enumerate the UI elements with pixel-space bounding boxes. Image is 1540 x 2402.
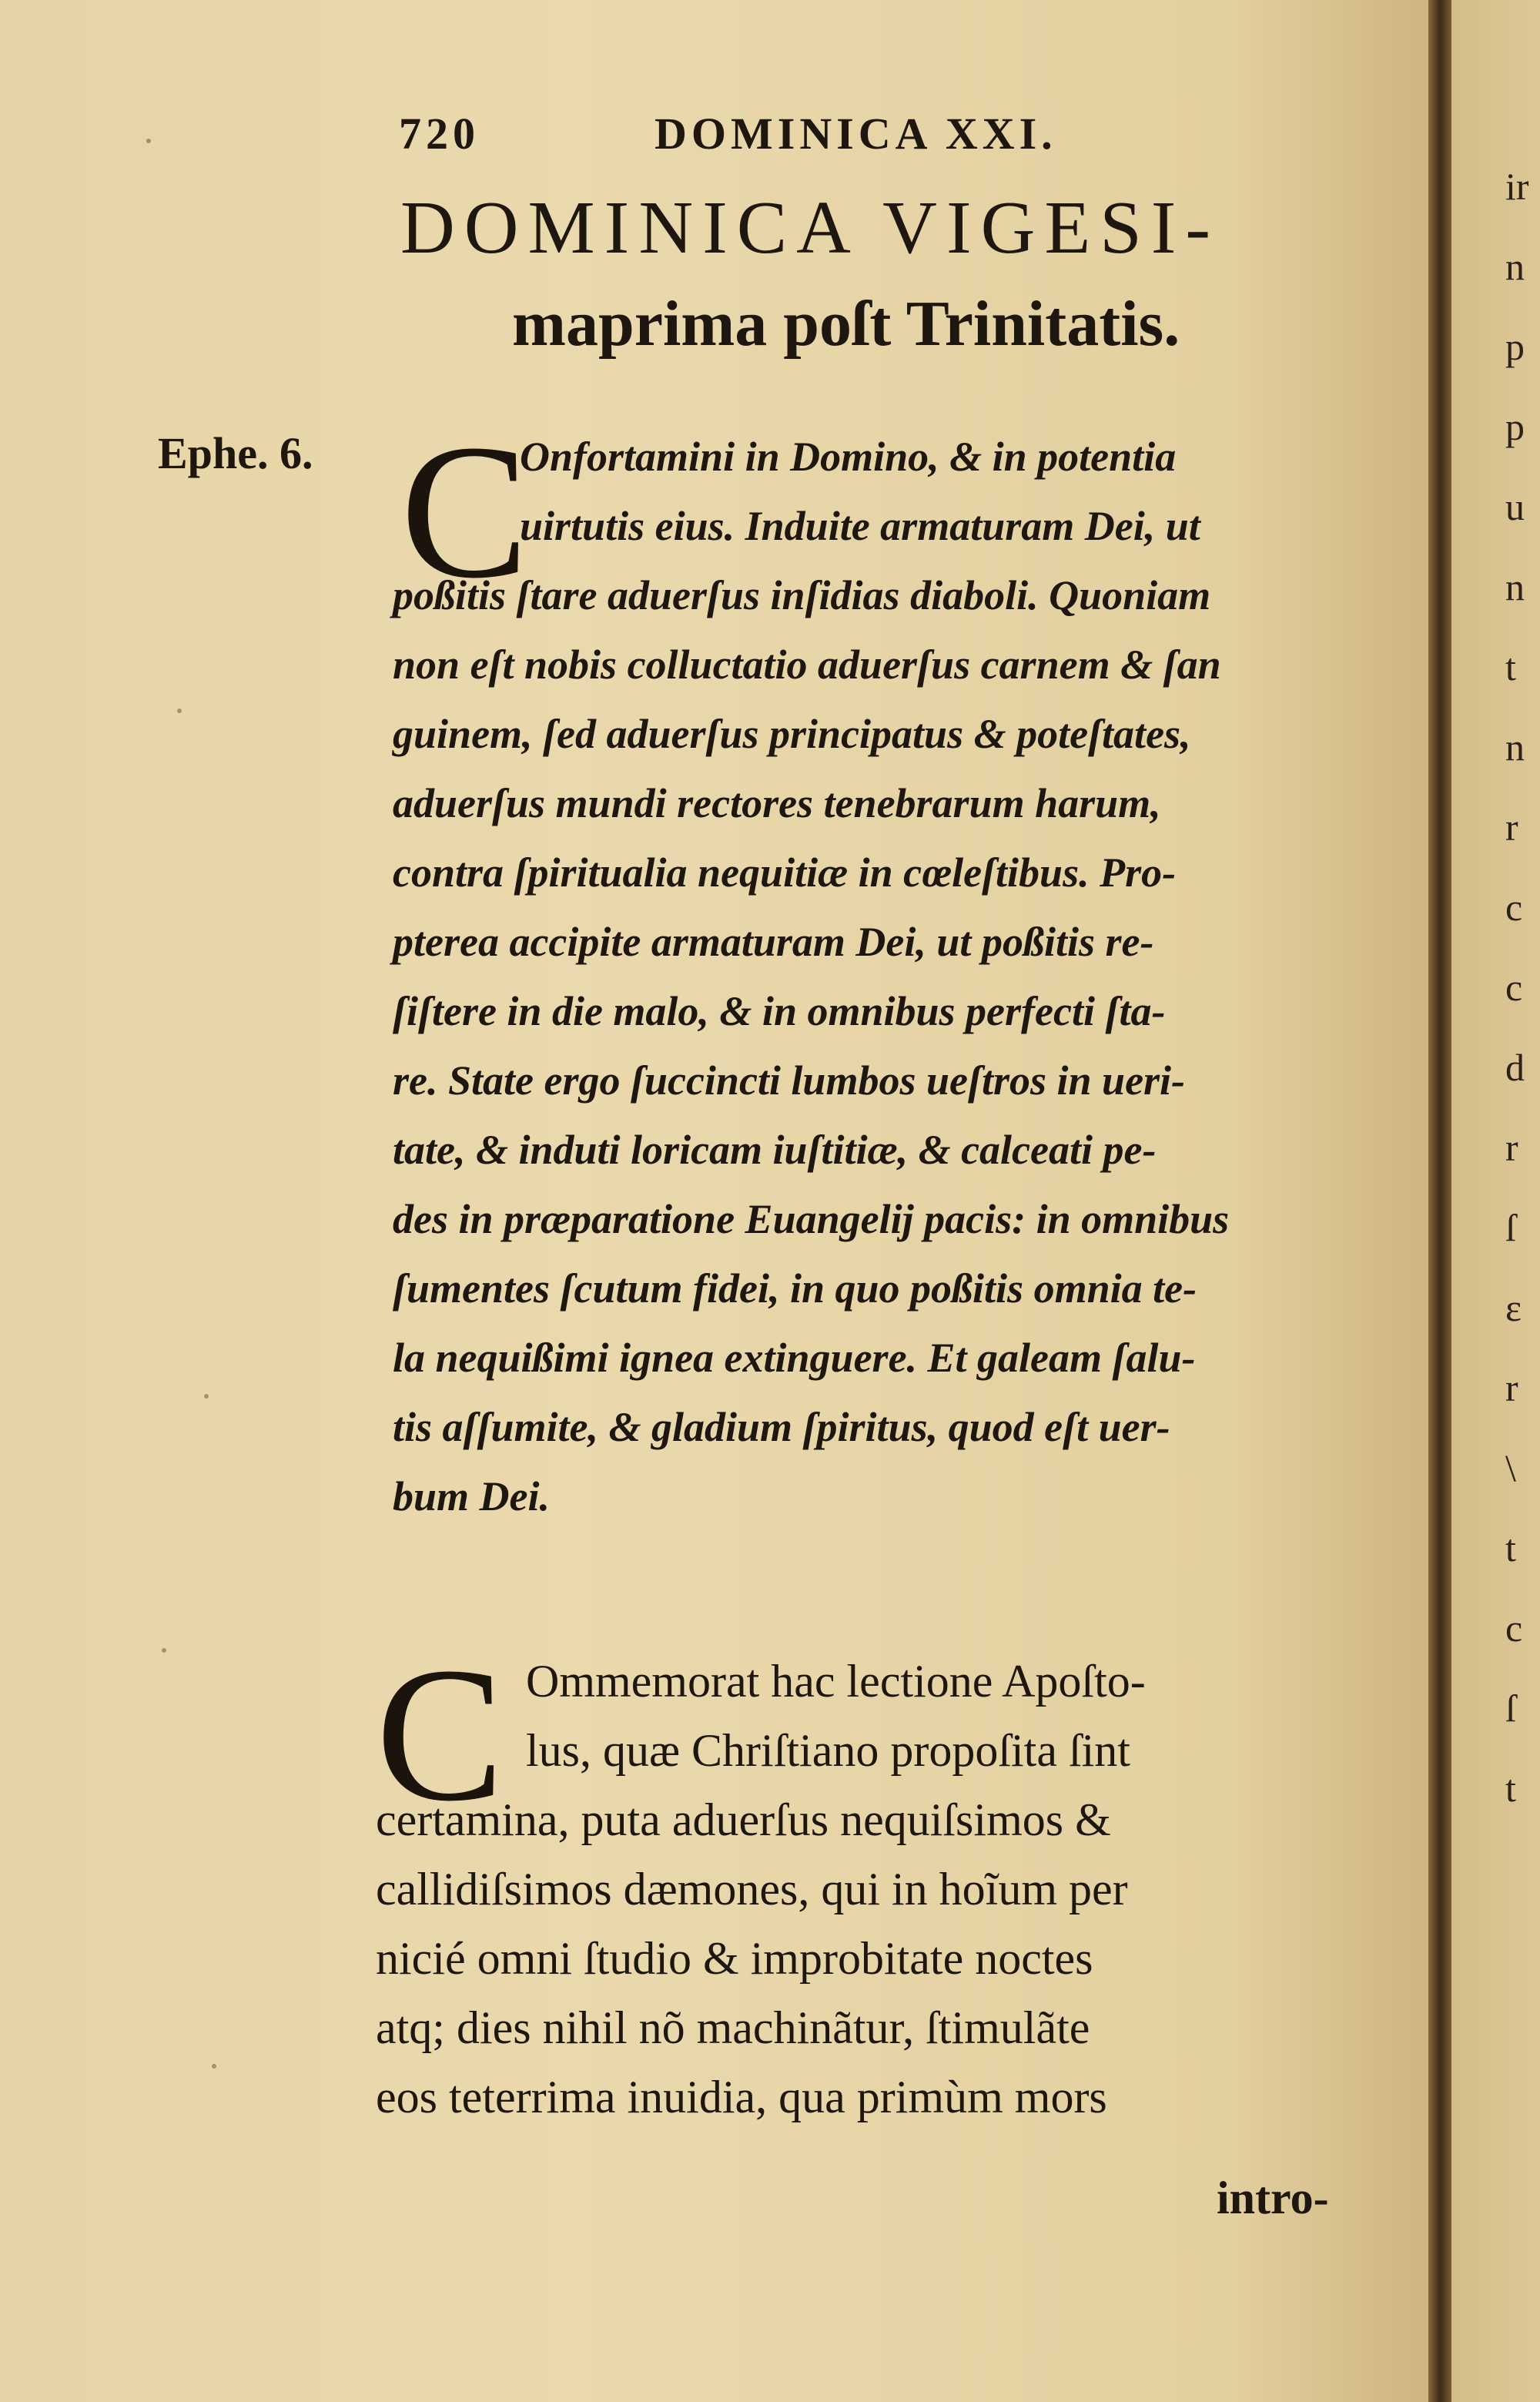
epistle-line: la nequißimi ignea extinguere. Et galeam ſalu- <box>393 1335 1196 1381</box>
book-gutter <box>1428 0 1451 2402</box>
paper-fleck <box>177 709 182 713</box>
paper-fleck <box>146 139 151 143</box>
epistle-line: contra ſpiritualia nequitiæ in cœleſtibus. Pro- <box>393 849 1177 896</box>
paper-fleck <box>212 2064 216 2069</box>
commentary-line: atq; dies nihil nõ machinãtur, ſtimulãte <box>376 2002 1090 2053</box>
facing-page-letter: n <box>1505 725 1525 769</box>
epistle-line: pterea accipite armaturam Dei, ut poßitis re- <box>393 919 1154 965</box>
facing-page-letter: n <box>1505 245 1525 288</box>
catchword: intro- <box>1217 2173 1329 2223</box>
epistle-line: aduerſus mundi rectores tenebrarum harum, <box>393 780 1161 826</box>
epistle-line: tis aſſumite, & gladium ſpiritus, quod eſt uer- <box>393 1404 1170 1450</box>
paper-fleck <box>204 1394 209 1399</box>
facing-page-letter: t <box>1505 645 1516 688</box>
epistle-line: tate, & induti loricam iuſtitiæ, & calceati pe- <box>393 1127 1157 1173</box>
facing-page-letter: ſ <box>1505 1206 1516 1249</box>
epistle-line: des in præparatione Euangelij pacis: in omnibus <box>393 1196 1230 1242</box>
facing-page-letter: ε <box>1505 1286 1522 1329</box>
epistle-line: bum Dei. <box>393 1473 551 1519</box>
marginal-reference: Ephe. 6. <box>158 428 313 478</box>
facing-page-letter: t <box>1505 1767 1516 1810</box>
commentary-line: eos teterrima inuidia, qua primùm mors <box>376 2072 1107 2122</box>
heading-line-2: maprima poſt Trinitatis. <box>512 288 1180 360</box>
facing-page-letter: r <box>1505 1366 1518 1409</box>
page-number: 720 <box>399 109 480 159</box>
epistle-line: uirtutis eius. Induite armaturam Dei, ut <box>520 503 1200 549</box>
commentary-line: lus, quæ Chriſtiano propoſita ſint <box>526 1725 1130 1776</box>
epistle-line: ſiſtere in die malo, & in omnibus perfecti ſta- <box>393 988 1166 1034</box>
commentary-text <box>376 1647 1415 2132</box>
facing-page-letter: \ <box>1505 1446 1516 1489</box>
running-title: DOMINICA XXI. <box>654 109 1057 159</box>
commentary-drop-cap: C <box>376 1628 504 1841</box>
facing-page-letter: c <box>1505 886 1523 929</box>
facing-page-letter: p <box>1505 325 1525 368</box>
epistle-line: non eſt nobis colluctatio aduerſus carnem & ſan <box>393 642 1221 688</box>
facing-page-letter: c <box>1505 1606 1523 1650</box>
facing-page-letter: u <box>1505 485 1525 528</box>
epistle-line: ſumentes ſcutum fidei, in quo poßitis omnia te- <box>393 1265 1197 1312</box>
paper-fleck <box>162 1648 166 1653</box>
facing-page-letter: r <box>1505 806 1518 849</box>
epistle-drop-cap: C <box>400 405 529 618</box>
facing-page-letter: t <box>1505 1526 1516 1570</box>
facing-page-letter: p <box>1505 405 1525 448</box>
facing-page-letter: ir <box>1505 165 1529 208</box>
epistle-line: guinem, ſed aduerſus principatus & poteſtates, <box>393 711 1191 757</box>
facing-page-letter: n <box>1505 565 1525 608</box>
facing-page-letter: d <box>1505 1046 1525 1089</box>
epistle-line: re. State ergo ſuccincti lumbos ueſtros in ueri- <box>393 1057 1186 1104</box>
commentary-line: callidiſsimos dæmones, qui in hoĩum per <box>376 1864 1128 1915</box>
epistle-line: Onfortamini in Domino, & in potentia <box>520 434 1177 480</box>
facing-page-letters <box>1505 146 1540 1828</box>
commentary-line: Ommemorat hac lectione Apoſto- <box>526 1656 1146 1707</box>
facing-page-letter: ſ <box>1505 1687 1516 1730</box>
epistle-text <box>393 422 1409 1531</box>
facing-page-letter: c <box>1505 966 1523 1009</box>
facing-page-letter: r <box>1505 1126 1518 1169</box>
epistle-line: poßitis ſtare aduerſus inſidias diaboli. Quoniam <box>393 572 1211 618</box>
commentary-line: nicié omni ſtudio & improbitate noctes <box>376 1933 1093 1984</box>
heading-line-1: DOMINICA VIGESI- <box>400 186 1220 270</box>
commentary-line: certamina, puta aduerſus nequiſsimos & <box>376 1794 1111 1845</box>
